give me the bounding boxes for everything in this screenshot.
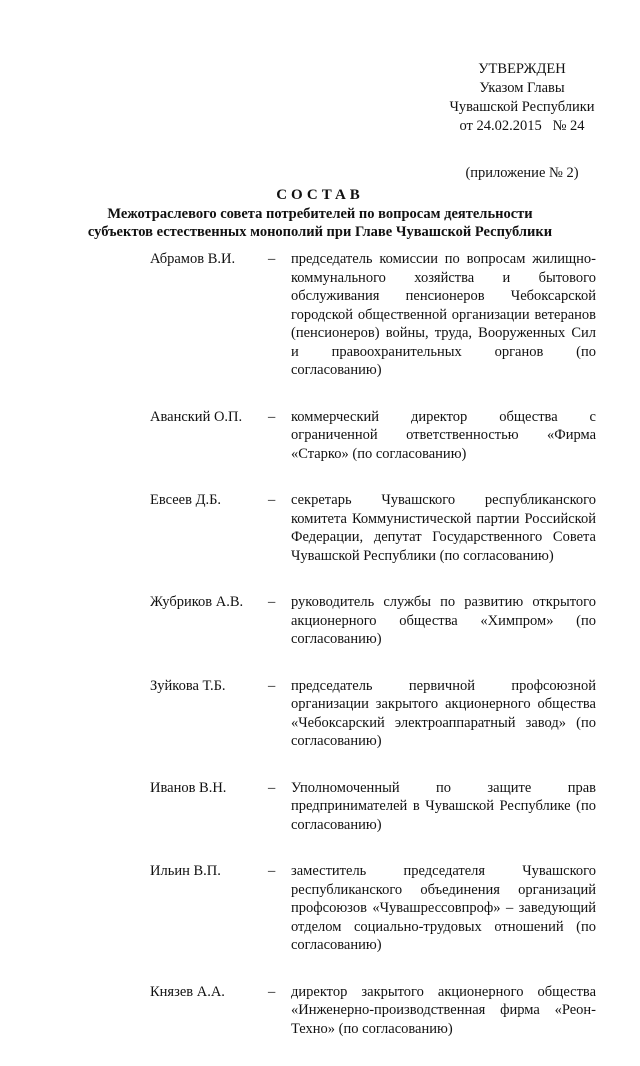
member-dash: – [268,492,276,508]
member-name: Князев А.А. [150,983,225,1000]
member-row [0,983,640,1039]
member-description: председатель комиссии по вопросам жилищно-коммунального хозяйства и бытового обслуживания пенсионеров Чебоксарской городской общественной организации ветеранов (пенсионеров) войны, труда, Вооруженных Сил и правоохранительных органов (по согласованию) [291,251,596,378]
appendix-note: (приложение № 2) [465,165,579,181]
approval-republic: Чувашской Республики [449,99,595,115]
approval-date-number: от 24.02.2015 № 24 [459,118,585,134]
document-subtitle-line1: Межотраслевого совета потребителей по вопросам деятельности [107,206,533,222]
member-row [0,250,640,380]
member-row [0,677,640,751]
member-name: Абрамов В.И. [150,251,236,267]
document-title: СОСТАВ [276,187,364,203]
member-dash: – [268,983,276,1000]
member-name: Евсеев Д.Б. [150,492,222,508]
member-dash: – [268,594,276,610]
member-description: председатель первичной профсоюзной организации закрытого акционерного общества «Чебоксарский электроаппаратный завод» (по согласованию) [291,677,596,749]
member-description: директор закрытого акционерного общества «Инженерно-производственная фирма «Реон-Техно» (по согласованию) [291,983,596,1037]
member-row [0,779,640,835]
approval-status: УТВЕРЖДЕН [478,61,566,77]
member-dash: – [268,408,276,425]
member-dash: – [268,251,276,267]
member-dash: – [268,779,276,796]
member-name: Аванский О.П. [150,408,243,425]
approval-block [442,60,602,183]
member-row [0,593,640,649]
member-description: заместитель председателя Чувашского республиканского объединения организаций профсоюзов «Чувашрессовпроф» – заведующий отделом социально-трудовых отношений (по согласованию) [291,863,596,953]
document-heading [0,185,640,241]
member-row [0,408,640,464]
member-dash: – [268,677,276,694]
member-description: Уполномоченный по защите прав предпринимателей в Чувашской Республике (по согласованию) [291,779,596,833]
member-description: секретарь Чувашского республиканского комитета Коммунистической партии Российской Федерации, депутат Государственного Совета Чувашской Республики (по согласованию) [291,492,596,564]
members-list [0,250,640,1066]
document-subtitle-line2: субъектов естественных монополий при Главе Чувашской Республики [87,224,553,240]
member-description: коммерческий директор общества с ограниченной ответственностью «Фирма «Старко» (по согласованию) [291,408,596,462]
member-name: Зуйкова Т.Б. [150,677,226,694]
approval-authority: Указом Главы [479,80,565,96]
member-name: Иванов В.Н. [150,779,227,796]
member-description: руководитель службы по развитию открытого акционерного общества «Химпром» (по согласованию) [291,594,596,647]
member-row [0,491,640,565]
member-name: Жубриков А.В. [150,594,244,610]
member-name: Ильин В.П. [150,863,221,879]
member-dash: – [268,863,276,879]
member-row [0,862,640,955]
